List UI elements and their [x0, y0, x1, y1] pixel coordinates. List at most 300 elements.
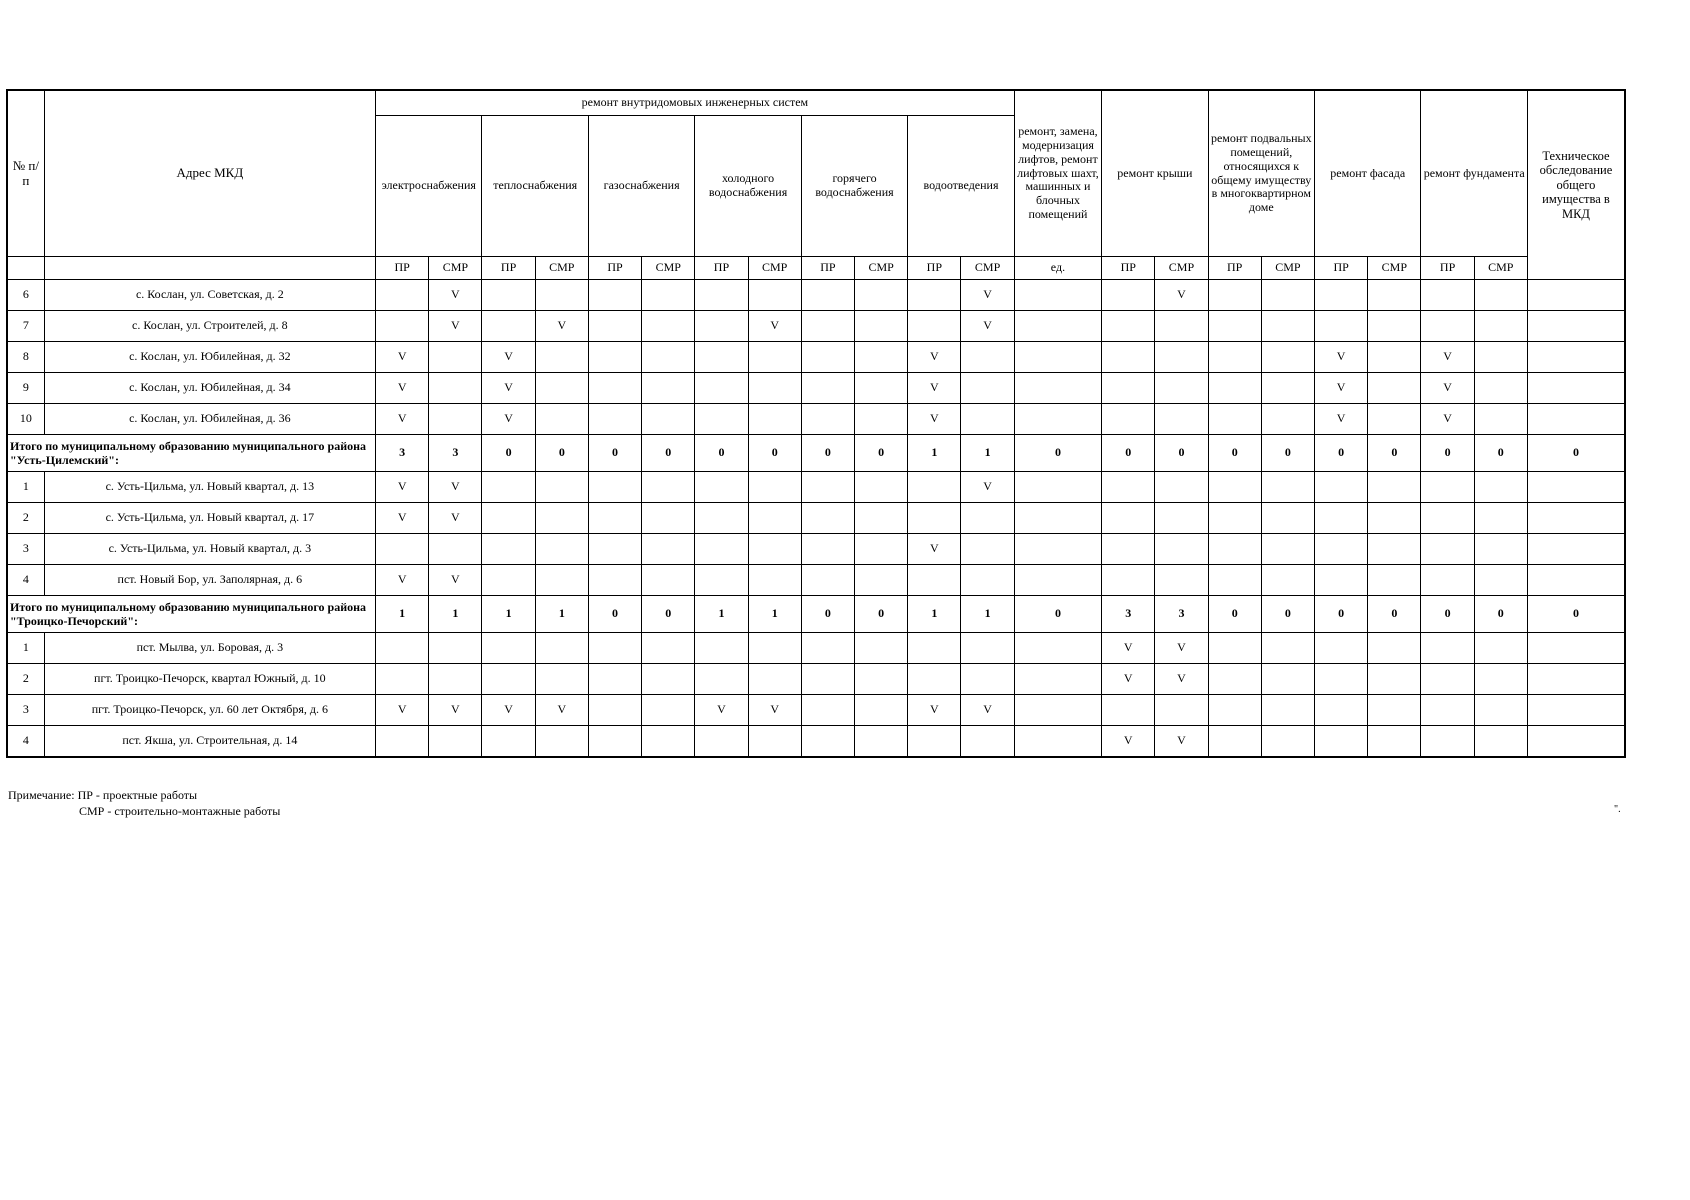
- work-cell: [1102, 565, 1155, 596]
- work-cell: [748, 633, 801, 664]
- header-address: Адрес МКД: [44, 90, 375, 257]
- work-cell: [1527, 373, 1625, 404]
- table-row: [7, 695, 1625, 726]
- work-cell: [1014, 565, 1101, 596]
- total-cell: 1: [376, 596, 429, 633]
- work-cell: [695, 280, 748, 311]
- table-row: [7, 472, 1625, 503]
- header-system-drainage: водоотведения: [908, 116, 1015, 257]
- total-cell: 3: [1102, 596, 1155, 633]
- table-row: [7, 373, 1625, 404]
- header-smr: СМР: [1155, 257, 1208, 280]
- work-cell: [1368, 565, 1421, 596]
- work-cell: [908, 633, 961, 664]
- work-cell: V: [482, 404, 535, 435]
- header-empty-num: [7, 257, 44, 280]
- work-cell: [855, 311, 908, 342]
- work-cell: [1527, 695, 1625, 726]
- row-address: с. Усть-Цильма, ул. Новый квартал, д. 3: [44, 534, 375, 565]
- work-cell: [1368, 534, 1421, 565]
- work-cell: [1102, 503, 1155, 534]
- work-cell: [1421, 503, 1474, 534]
- work-cell: [1315, 695, 1368, 726]
- work-cell: [855, 404, 908, 435]
- total-cell: 0: [801, 435, 854, 472]
- total-cell: 0: [588, 596, 641, 633]
- header-num: № п/п: [7, 90, 44, 257]
- work-cell: [1261, 726, 1314, 758]
- work-cell: [1208, 373, 1261, 404]
- work-cell: [1368, 503, 1421, 534]
- work-cell: [1527, 280, 1625, 311]
- work-cell: [1474, 565, 1527, 596]
- work-cell: [801, 695, 854, 726]
- work-cell: [1315, 633, 1368, 664]
- work-cell: [1368, 695, 1421, 726]
- work-cell: [1315, 280, 1368, 311]
- work-cell: [588, 695, 641, 726]
- work-cell: V: [429, 280, 482, 311]
- work-cell: [1527, 311, 1625, 342]
- work-cell: [642, 280, 695, 311]
- work-cell: [1155, 472, 1208, 503]
- total-cell: 1: [429, 596, 482, 633]
- work-cell: [376, 726, 429, 758]
- table-row: [7, 565, 1625, 596]
- work-cell: [1368, 472, 1421, 503]
- work-cell: [748, 534, 801, 565]
- work-cell: [961, 373, 1014, 404]
- work-cell: [908, 664, 961, 695]
- row-number: 1: [7, 633, 44, 664]
- work-cell: V: [429, 695, 482, 726]
- work-cell: [1102, 342, 1155, 373]
- work-cell: [1208, 534, 1261, 565]
- work-cell: [1474, 280, 1527, 311]
- header-pr: ПР: [1102, 257, 1155, 280]
- work-cell: [429, 664, 482, 695]
- work-cell: [801, 664, 854, 695]
- work-cell: [1014, 534, 1101, 565]
- total-cell: 0: [1014, 596, 1101, 633]
- work-cell: [1261, 373, 1314, 404]
- work-cell: [588, 311, 641, 342]
- work-cell: [695, 342, 748, 373]
- work-cell: [695, 472, 748, 503]
- work-cell: [1208, 342, 1261, 373]
- work-cell: [1368, 726, 1421, 758]
- total-cell: 1: [695, 596, 748, 633]
- work-cell: [1102, 280, 1155, 311]
- work-cell: [588, 373, 641, 404]
- work-cell: V: [376, 695, 429, 726]
- work-cell: V: [1102, 726, 1155, 758]
- work-cell: V: [1315, 404, 1368, 435]
- work-cell: [855, 664, 908, 695]
- work-cell: [1315, 472, 1368, 503]
- work-cell: [1014, 404, 1101, 435]
- work-cell: [1261, 565, 1314, 596]
- total-cell: 0: [1474, 596, 1527, 633]
- work-cell: [535, 565, 588, 596]
- header-facade: ремонт фасада: [1315, 90, 1421, 257]
- work-cell: [961, 534, 1014, 565]
- total-cell: 0: [1208, 596, 1261, 633]
- work-cell: V: [961, 311, 1014, 342]
- work-cell: [855, 534, 908, 565]
- work-cell: [642, 404, 695, 435]
- work-cell: [1368, 633, 1421, 664]
- total-cell: 0: [1421, 435, 1474, 472]
- work-cell: [482, 503, 535, 534]
- header-engineering-group: ремонт внутридомовых инженерных систем: [376, 90, 1015, 116]
- work-cell: V: [1315, 373, 1368, 404]
- table-row: [7, 404, 1625, 435]
- header-pr: ПР: [1208, 257, 1261, 280]
- work-cell: [588, 280, 641, 311]
- work-cell: [961, 726, 1014, 758]
- work-cell: [482, 311, 535, 342]
- work-cell: [1261, 664, 1314, 695]
- total-cell: 0: [1315, 435, 1368, 472]
- row-address: пгт. Троицко-Печорск, квартал Южный, д. 10: [44, 664, 375, 695]
- work-cell: [801, 633, 854, 664]
- work-cell: [961, 404, 1014, 435]
- total-cell: 0: [1527, 596, 1625, 633]
- work-cell: [695, 373, 748, 404]
- work-cell: V: [961, 695, 1014, 726]
- row-number: 2: [7, 503, 44, 534]
- work-cell: [376, 633, 429, 664]
- work-cell: [376, 280, 429, 311]
- work-cell: [535, 280, 588, 311]
- header-row-subcols: [7, 257, 1625, 280]
- work-cell: [429, 534, 482, 565]
- work-cell: [961, 342, 1014, 373]
- work-cell: [429, 404, 482, 435]
- work-cell: V: [1102, 664, 1155, 695]
- work-cell: [908, 280, 961, 311]
- total-cell: 0: [535, 435, 588, 472]
- work-cell: [1315, 503, 1368, 534]
- work-cell: [1527, 726, 1625, 758]
- work-cell: [961, 664, 1014, 695]
- work-cell: [1261, 404, 1314, 435]
- total-cell: 1: [482, 596, 535, 633]
- work-cell: [1208, 695, 1261, 726]
- work-cell: [695, 311, 748, 342]
- work-cell: [1102, 695, 1155, 726]
- work-cell: [588, 565, 641, 596]
- work-cell: V: [1102, 633, 1155, 664]
- work-cell: [748, 726, 801, 758]
- total-cell: 0: [855, 435, 908, 472]
- header-pr: ПР: [695, 257, 748, 280]
- total-cell: 0: [1208, 435, 1261, 472]
- work-cell: [1208, 633, 1261, 664]
- work-cell: V: [1421, 342, 1474, 373]
- work-cell: [535, 534, 588, 565]
- row-number: 7: [7, 311, 44, 342]
- work-cell: [1155, 373, 1208, 404]
- work-cell: [695, 726, 748, 758]
- total-cell: 0: [1261, 435, 1314, 472]
- total-cell: 0: [1527, 435, 1625, 472]
- work-cell: [1474, 503, 1527, 534]
- work-cell: [908, 503, 961, 534]
- work-cell: [1014, 664, 1101, 695]
- work-cell: [855, 342, 908, 373]
- work-cell: [1261, 503, 1314, 534]
- work-cell: [1208, 565, 1261, 596]
- work-cell: [588, 404, 641, 435]
- work-cell: [376, 664, 429, 695]
- work-cell: V: [535, 695, 588, 726]
- work-cell: [1527, 565, 1625, 596]
- work-cell: [1527, 404, 1625, 435]
- header-units: ед.: [1014, 257, 1101, 280]
- work-cell: V: [376, 472, 429, 503]
- work-cell: [1474, 373, 1527, 404]
- work-cell: [695, 664, 748, 695]
- work-cell: V: [1421, 404, 1474, 435]
- row-address: пгт. Троицко-Печорск, ул. 60 лет Октября, д. 6: [44, 695, 375, 726]
- header-inspection: Техническое обследование общего имущества в МКД: [1527, 90, 1625, 280]
- work-cell: [1208, 404, 1261, 435]
- work-cell: [482, 664, 535, 695]
- header-pr: ПР: [801, 257, 854, 280]
- work-cell: [482, 633, 535, 664]
- work-cell: [695, 404, 748, 435]
- work-cell: [855, 726, 908, 758]
- work-cell: [535, 373, 588, 404]
- work-cell: [1527, 342, 1625, 373]
- work-cell: [1474, 726, 1527, 758]
- header-foundation: ремонт фундамента: [1421, 90, 1527, 257]
- work-cell: V: [1155, 280, 1208, 311]
- header-smr: СМР: [1368, 257, 1421, 280]
- total-row: [7, 596, 1625, 633]
- work-cell: [855, 373, 908, 404]
- work-cell: [642, 503, 695, 534]
- work-cell: [1315, 534, 1368, 565]
- work-cell: [801, 726, 854, 758]
- header-system-electric: электроснабжения: [376, 116, 482, 257]
- total-label: Итого по муниципальному образованию муниципального района "Троицко-Печорский":: [7, 596, 376, 633]
- header-smr: СМР: [748, 257, 801, 280]
- row-address: с. Усть-Цильма, ул. Новый квартал, д. 13: [44, 472, 375, 503]
- work-cell: [1368, 664, 1421, 695]
- work-cell: V: [429, 472, 482, 503]
- work-cell: V: [908, 534, 961, 565]
- work-cell: [908, 565, 961, 596]
- total-row: [7, 435, 1625, 472]
- table-row: [7, 633, 1625, 664]
- work-cell: [1014, 342, 1101, 373]
- table-row: [7, 664, 1625, 695]
- total-cell: 0: [482, 435, 535, 472]
- work-cell: V: [748, 311, 801, 342]
- work-cell: [1527, 534, 1625, 565]
- work-cell: [1527, 503, 1625, 534]
- work-cell: V: [961, 472, 1014, 503]
- total-cell: 0: [748, 435, 801, 472]
- work-cell: V: [376, 404, 429, 435]
- work-cell: [855, 503, 908, 534]
- work-cell: [855, 472, 908, 503]
- work-cell: [1102, 472, 1155, 503]
- header-pr: ПР: [482, 257, 535, 280]
- total-label: Итого по муниципальному образованию муниципального района "Усть-Цилемский":: [7, 435, 376, 472]
- total-cell: 1: [908, 435, 961, 472]
- stray-mark: ".: [1614, 804, 1621, 815]
- work-cell: V: [376, 503, 429, 534]
- work-cell: [1421, 726, 1474, 758]
- work-cell: [482, 726, 535, 758]
- work-cell: [1474, 472, 1527, 503]
- work-cell: [855, 280, 908, 311]
- header-basement: ремонт подвальных помещений, относящихся к общему имуществу в многоквартирном доме: [1208, 90, 1314, 257]
- work-cell: [535, 726, 588, 758]
- total-cell: 0: [588, 435, 641, 472]
- table-row: [7, 534, 1625, 565]
- work-cell: [482, 534, 535, 565]
- work-cell: [961, 633, 1014, 664]
- work-cell: [801, 342, 854, 373]
- work-cell: V: [908, 373, 961, 404]
- work-cell: [642, 565, 695, 596]
- work-cell: [801, 503, 854, 534]
- header-pr: ПР: [588, 257, 641, 280]
- work-cell: [376, 534, 429, 565]
- work-cell: [1315, 664, 1368, 695]
- header-system-gas: газоснабжения: [588, 116, 694, 257]
- work-cell: [1014, 726, 1101, 758]
- work-cell: [1208, 280, 1261, 311]
- table-row: [7, 503, 1625, 534]
- work-cell: [1261, 633, 1314, 664]
- header-smr: СМР: [1474, 257, 1527, 280]
- work-cell: [855, 565, 908, 596]
- row-number: 1: [7, 472, 44, 503]
- table-body: [7, 280, 1625, 758]
- total-cell: 0: [642, 435, 695, 472]
- table-row: [7, 311, 1625, 342]
- work-cell: [1208, 726, 1261, 758]
- total-cell: 0: [855, 596, 908, 633]
- work-cell: [429, 342, 482, 373]
- work-cell: [1474, 342, 1527, 373]
- header-pr: ПР: [1315, 257, 1368, 280]
- work-cell: [588, 534, 641, 565]
- work-cell: [748, 664, 801, 695]
- work-cell: V: [1155, 726, 1208, 758]
- work-cell: [588, 726, 641, 758]
- work-cell: [1014, 280, 1101, 311]
- note-pr: Примечание: ПР - проектные работы: [8, 788, 198, 802]
- total-cell: 0: [695, 435, 748, 472]
- work-cell: [908, 726, 961, 758]
- work-cell: [1368, 342, 1421, 373]
- table-row: [7, 342, 1625, 373]
- work-cell: [1421, 534, 1474, 565]
- work-cell: [482, 280, 535, 311]
- total-cell: 1: [908, 596, 961, 633]
- total-cell: 0: [1155, 435, 1208, 472]
- work-cell: [908, 311, 961, 342]
- header-row-group: [7, 90, 1625, 116]
- total-cell: 1: [748, 596, 801, 633]
- header-lifts: ремонт, замена, модернизация лифтов, ремонт лифтовых шахт, машинных и блочных помещений: [1014, 90, 1101, 257]
- work-cell: [1421, 280, 1474, 311]
- note-smr: СМР - строительно-монтажные работы: [79, 804, 281, 818]
- work-cell: V: [1421, 373, 1474, 404]
- work-cell: [695, 534, 748, 565]
- work-cell: [1474, 311, 1527, 342]
- row-number: 9: [7, 373, 44, 404]
- work-cell: [535, 472, 588, 503]
- work-cell: V: [1155, 633, 1208, 664]
- row-address: с. Кослан, ул. Строителей, д. 8: [44, 311, 375, 342]
- table-row: [7, 280, 1625, 311]
- row-address: с. Кослан, ул. Юбилейная, д. 32: [44, 342, 375, 373]
- row-address: с. Кослан, ул. Юбилейная, д. 36: [44, 404, 375, 435]
- work-cell: [1474, 695, 1527, 726]
- work-cell: [1014, 695, 1101, 726]
- work-cell: [1102, 373, 1155, 404]
- row-number: 3: [7, 695, 44, 726]
- work-cell: V: [908, 695, 961, 726]
- work-cell: [1261, 311, 1314, 342]
- work-cell: V: [482, 695, 535, 726]
- header-smr: СМР: [642, 257, 695, 280]
- work-cell: [961, 565, 1014, 596]
- header-system-hot-water: горячего водоснабжения: [801, 116, 907, 257]
- work-cell: V: [482, 342, 535, 373]
- repair-plan-table: [6, 89, 1626, 758]
- work-cell: [1208, 311, 1261, 342]
- row-address: с. Усть-Цильма, ул. Новый квартал, д. 17: [44, 503, 375, 534]
- total-cell: 0: [1261, 596, 1314, 633]
- work-cell: [1315, 311, 1368, 342]
- work-cell: [1102, 534, 1155, 565]
- work-cell: [1014, 633, 1101, 664]
- work-cell: V: [429, 311, 482, 342]
- work-cell: [1155, 311, 1208, 342]
- work-cell: V: [1315, 342, 1368, 373]
- work-cell: [429, 633, 482, 664]
- work-cell: V: [1155, 664, 1208, 695]
- work-cell: [429, 726, 482, 758]
- row-address: пст. Новый Бор, ул. Заполярная, д. 6: [44, 565, 375, 596]
- header-smr: СМР: [429, 257, 482, 280]
- work-cell: V: [429, 503, 482, 534]
- work-cell: [1421, 472, 1474, 503]
- work-cell: [748, 472, 801, 503]
- work-cell: [642, 472, 695, 503]
- total-cell: 1: [961, 435, 1014, 472]
- work-cell: [1315, 726, 1368, 758]
- work-cell: V: [376, 342, 429, 373]
- work-cell: [748, 280, 801, 311]
- work-cell: [1421, 311, 1474, 342]
- work-cell: V: [429, 565, 482, 596]
- work-cell: [1155, 695, 1208, 726]
- work-cell: [1421, 695, 1474, 726]
- header-system-heating: теплоснабжения: [482, 116, 588, 257]
- work-cell: [1155, 404, 1208, 435]
- work-cell: [1261, 534, 1314, 565]
